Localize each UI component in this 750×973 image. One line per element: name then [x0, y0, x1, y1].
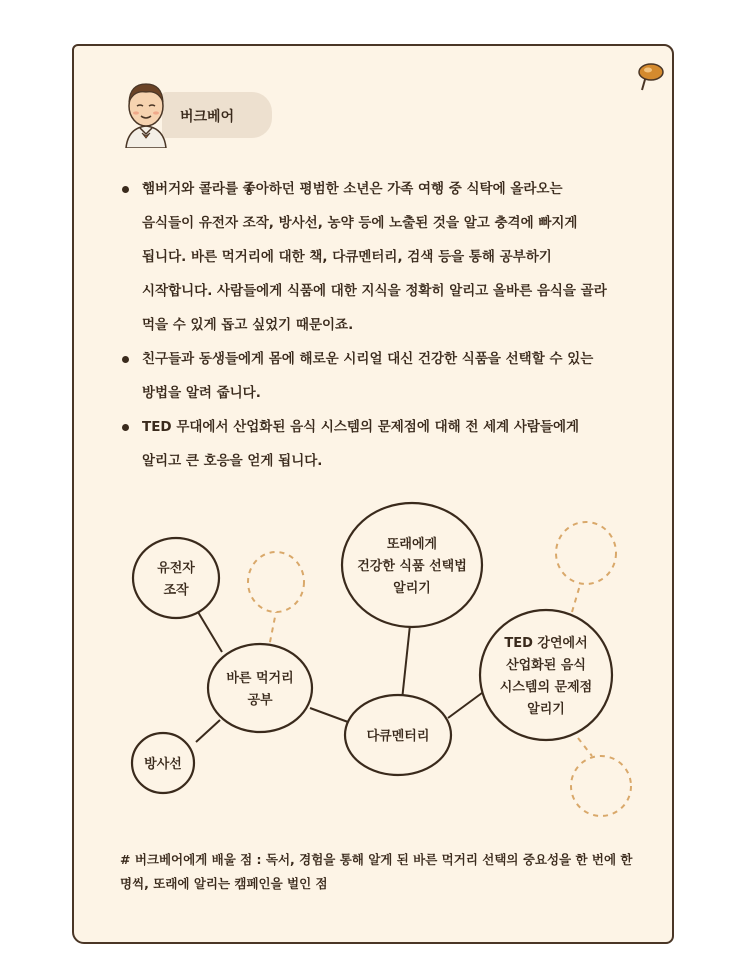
node-label-ted-talk-2: 산업화된 음식	[506, 658, 586, 673]
edge-gmo-study	[198, 612, 222, 652]
bullet-text-2: 친구들과 동생들에게 몸에 해로운 시리얼 대신 건강한 식품을 선택할 수 있는 방법을 알려 줍니다.	[142, 351, 594, 401]
edge-ted-empty-top	[572, 585, 580, 612]
edge-study-documentary	[310, 708, 348, 722]
node-label-ted-talk-1: TED 강연에서	[504, 636, 588, 651]
empty-node-1	[248, 552, 304, 612]
node-label-radiation-1: 방사선	[144, 757, 182, 772]
node-gmo	[133, 538, 219, 618]
node-label-ted-talk-3: 시스템의 문제점	[499, 680, 593, 695]
edge-ted-empty-bottom	[578, 738, 592, 756]
empty-node-3	[571, 756, 631, 816]
node-label-peer-campaign-2: 건강한 식품 선택법	[357, 559, 467, 574]
node-food-study	[208, 644, 312, 732]
empty-node-2	[556, 522, 616, 584]
node-label-peer-campaign-1: 또래에게	[386, 537, 438, 552]
node-label-ted-talk-4: 알리기	[527, 702, 565, 717]
edge-documentary-ted	[448, 690, 486, 718]
edge-documentary-peer	[402, 625, 410, 700]
profile-name: 버크베어	[180, 109, 235, 125]
node-ted-talk	[480, 610, 612, 740]
node-label-gmo-2: 조작	[163, 583, 189, 598]
node-label-peer-campaign-3: 알리기	[393, 581, 431, 596]
footnote: # 버크베어에게 배울 점 : 독서, 경험을 통해 알게 된 바른 먹거리 선택의 중요성을 한 번에 한 명씩, 또래에 알리는 캠페인을 벌인 점	[120, 852, 633, 891]
bullet-text-3: TED 무대에서 산업화된 음식 시스템의 문제점에 대해 전 세계 사람들에게 알리고 큰 호응을 얻게 됩니다.	[142, 419, 580, 469]
edge-study-radiation	[196, 720, 220, 742]
node-label-food-study-1: 바른 먹거리	[226, 671, 294, 686]
node-label-food-study-2: 공부	[247, 693, 273, 708]
bullet-text-1: 햄버거와 콜라를 좋아하던 평범한 소년은 가족 여행 중 식탁에 올라오는 음식들이 유전자 조작, 방사선, 농약 등에 노출된 것을 알고 충격에 빠지게 됩니다. 바른 먹거리에 대한 책, 다큐멘터리, 검색 등을 통해 공부하기 시작합니다. 사람들에게 식품에 대한 지식을 정확히 알리고 올바른 음식을 골라 먹을 수 있게 돕고 싶었기 때문이죠.	[142, 181, 607, 333]
node-label-documentary-1: 다큐멘터리	[366, 729, 430, 744]
node-label-gmo-1: 유전자	[157, 561, 195, 576]
